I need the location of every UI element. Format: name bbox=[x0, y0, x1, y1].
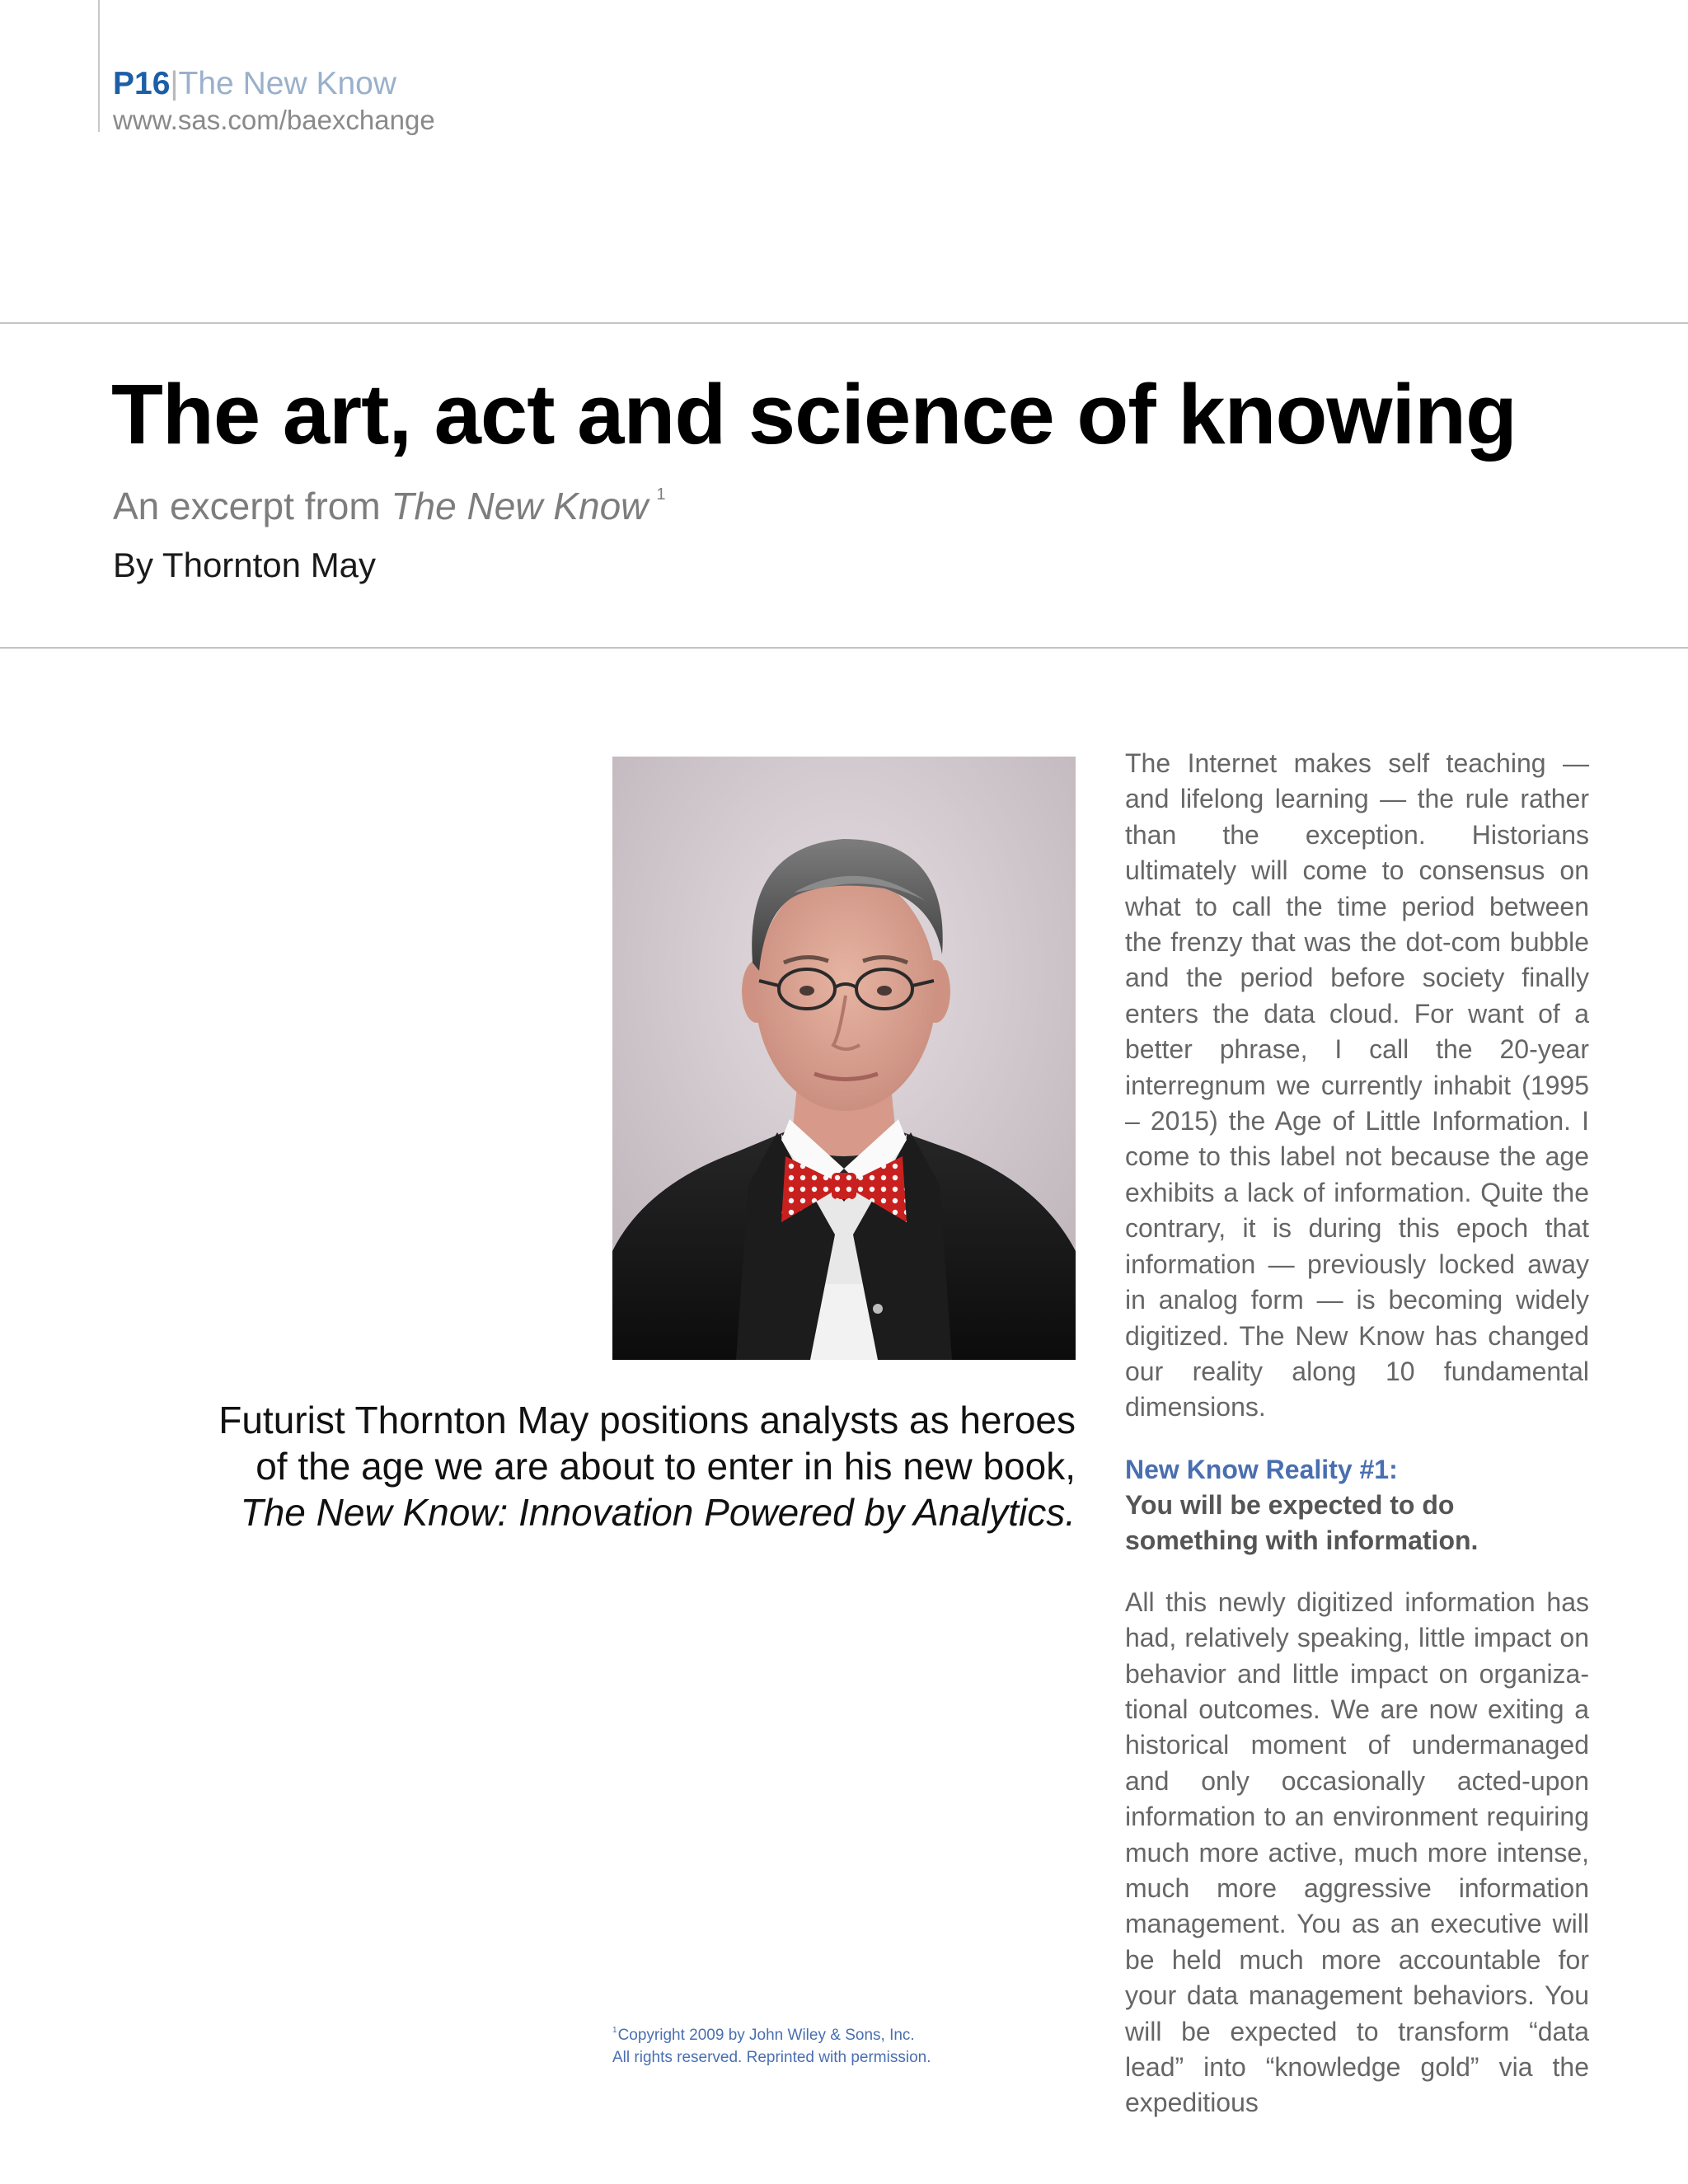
page-number-line bbox=[113, 64, 435, 104]
caption-line-1: Futurist Thornton May positions analysts as heroes bbox=[218, 1399, 1076, 1441]
article-subtitle bbox=[113, 471, 666, 529]
copyright-text-1: Copyright 2009 by John Wiley & Sons, Inc. bbox=[617, 2027, 915, 2044]
body-paragraph-2: All this newly digitized information has had, relatively speaking, little impact on behavior and little impact on organizational outcomes. We are now exiting a historical moment of undermanaged and only occasionally acted-upon information to an environment requiring much more active, much more intense, much more aggressive information management. You as an executive will be held much more accountable for your data management behaviors. You will be expected to transform “data lead” into “knowledge gold” via the expeditious bbox=[1125, 1586, 1589, 2118]
copyright-line-1 bbox=[612, 2019, 931, 2046]
copyright-note bbox=[612, 2019, 931, 2069]
bottom-divider bbox=[0, 647, 1688, 649]
caption-book-title: The New Know: Innovation Powered by Analytics. bbox=[240, 1491, 1076, 1534]
body-paragraph-1: The Internet makes self teaching — and lifelong learning — the rule rather than the exception. Historians ultimately will come to consensus on what to call the time period between the frenzy that was the dot-com bubble and the period before society finally enters the data cloud. For want of a better phrase, I call the 20-year interregnum we currently inhabit (1995 – 2015) the Age of Little Information. I come to this label not because the age exhibits a lack of information. Quite the contrary, it is during this epoch that information — previously locked away in analog form — is becoming widely digitized. The New Know has changed our reality along 10 fundamental dimensions. bbox=[1125, 748, 1589, 1422]
reality-heading: New Know Reality #1: bbox=[1125, 1454, 1398, 1484]
section-name: The New Know bbox=[178, 66, 396, 101]
author-photo bbox=[612, 757, 1076, 1360]
photo-caption bbox=[165, 1397, 1076, 1535]
site-url[interactable]: www.sas.com/baexchange bbox=[113, 105, 435, 135]
page-header bbox=[113, 64, 435, 137]
article-title: The art, act and science of knowing bbox=[111, 367, 1517, 462]
copyright-line-2: All rights reserved. Reprinted with permission. bbox=[612, 2049, 931, 2066]
caption-line-3 bbox=[165, 1489, 1076, 1535]
author-portrait-image bbox=[612, 757, 1076, 1360]
subtitle-footnote-marker: 1 bbox=[656, 485, 666, 504]
caption-line-2: of the age we are about to enter in his new book, bbox=[256, 1445, 1076, 1488]
subtitle-prefix: An excerpt from bbox=[113, 485, 392, 527]
header-left-rule bbox=[98, 0, 100, 132]
reality-subheading: You will be expected to do something with information. bbox=[1125, 1489, 1479, 1555]
page-number: P16 bbox=[113, 66, 171, 101]
copyright-footnote-marker: 1 bbox=[612, 2026, 617, 2035]
top-divider bbox=[0, 322, 1688, 324]
subtitle-book-title: The New Know bbox=[391, 485, 649, 527]
page-separator: | bbox=[170, 66, 179, 101]
byline: By Thornton May bbox=[113, 546, 377, 584]
body-column bbox=[1125, 746, 1589, 2121]
